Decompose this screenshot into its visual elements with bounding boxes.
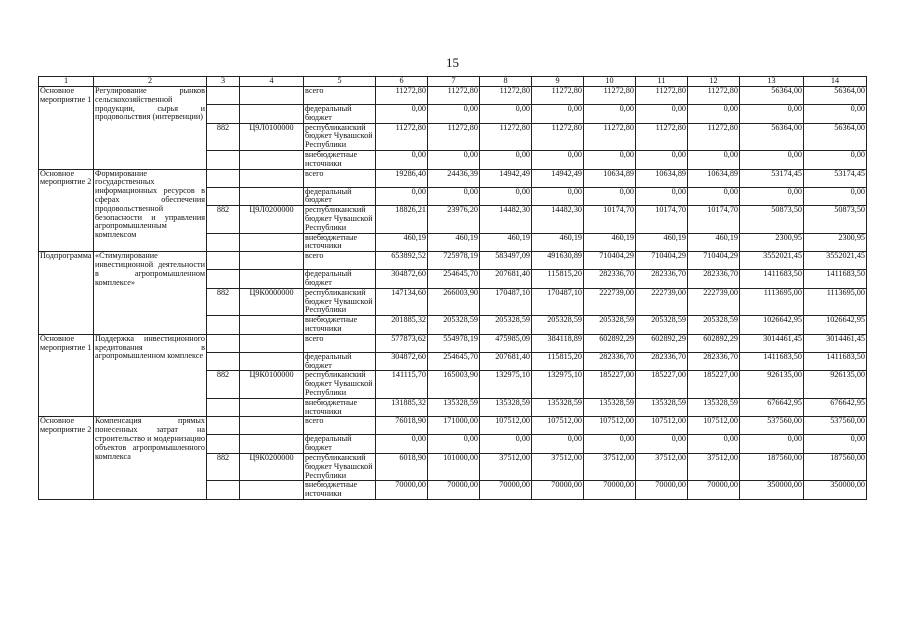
amount-cell: 710404,29 <box>688 252 740 270</box>
amount-cell: 282336,70 <box>636 270 688 289</box>
amount-cell: 170487,10 <box>532 288 584 315</box>
amount-cell: 135328,59 <box>532 398 584 417</box>
amount-cell: 583497,09 <box>480 252 532 270</box>
column-number-row <box>39 77 867 87</box>
csr-code <box>240 252 304 270</box>
amount-cell: 50873,50 <box>804 206 867 233</box>
funding-source: всего <box>304 252 376 270</box>
amount-cell: 0,00 <box>480 435 532 454</box>
amount-cell: 170487,10 <box>480 288 532 315</box>
amount-cell: 107512,00 <box>532 417 584 435</box>
grbs-code: 882 <box>207 123 240 150</box>
amount-cell: 0,00 <box>740 150 804 169</box>
funding-source: республиканский бюджет Чувашской Республики <box>304 123 376 150</box>
amount-cell: 222739,00 <box>584 288 636 315</box>
amount-cell: 165003,90 <box>428 371 480 398</box>
page-number: 15 <box>446 55 459 70</box>
amount-cell: 6018,90 <box>376 453 428 480</box>
amount-cell: 254645,70 <box>428 270 480 289</box>
amount-cell: 3014461,45 <box>740 334 804 352</box>
column-number: 7 <box>428 77 480 87</box>
amount-cell: 554978,19 <box>428 334 480 352</box>
amount-cell: 282336,70 <box>636 352 688 371</box>
amount-cell: 0,00 <box>636 105 688 124</box>
amount-cell: 0,00 <box>584 105 636 124</box>
amount-cell: 37512,00 <box>532 453 584 480</box>
grbs-code <box>207 398 240 417</box>
csr-code <box>240 417 304 435</box>
amount-cell: 0,00 <box>376 187 428 206</box>
funding-source: внебюджетные источники <box>304 481 376 500</box>
grbs-code <box>207 252 240 270</box>
amount-cell: 0,00 <box>740 105 804 124</box>
funding-source: федеральный бюджет <box>304 187 376 206</box>
measure-name: Компенсация прямых понесенных затрат на строительство и модернизацию объектов агропромышленного комплекса <box>94 417 207 500</box>
amount-cell: 2300,95 <box>804 233 867 252</box>
amount-cell: 282336,70 <box>584 352 636 371</box>
grbs-code <box>207 316 240 335</box>
amount-cell: 1411683,50 <box>804 270 867 289</box>
amount-cell: 3014461,45 <box>804 334 867 352</box>
amount-cell: 107512,00 <box>688 417 740 435</box>
csr-code <box>240 150 304 169</box>
amount-cell: 70000,00 <box>584 481 636 500</box>
amount-cell: 0,00 <box>428 187 480 206</box>
csr-code: Ц9Л0200000 <box>240 206 304 233</box>
amount-cell: 10634,89 <box>584 169 636 187</box>
grbs-code <box>207 150 240 169</box>
column-number: 6 <box>376 77 428 87</box>
amount-cell: 1411683,50 <box>804 352 867 371</box>
amount-cell: 254645,70 <box>428 352 480 371</box>
grbs-code: 882 <box>207 371 240 398</box>
amount-cell: 460,19 <box>376 233 428 252</box>
column-number: 10 <box>584 77 636 87</box>
amount-cell: 10174,70 <box>636 206 688 233</box>
amount-cell: 460,19 <box>480 233 532 252</box>
amount-cell: 11272,80 <box>428 123 480 150</box>
csr-code <box>240 398 304 417</box>
amount-cell: 207681,40 <box>480 352 532 371</box>
amount-cell: 577873,62 <box>376 334 428 352</box>
amount-cell: 135328,59 <box>584 398 636 417</box>
funding-source: внебюджетные источники <box>304 233 376 252</box>
amount-cell: 602892,29 <box>688 334 740 352</box>
amount-cell: 676642,95 <box>804 398 867 417</box>
table-row <box>39 417 867 435</box>
csr-code <box>240 270 304 289</box>
column-number: 11 <box>636 77 688 87</box>
amount-cell: 205328,59 <box>636 316 688 335</box>
amount-cell: 1411683,50 <box>740 352 804 371</box>
grbs-code <box>207 435 240 454</box>
amount-cell: 14482,30 <box>480 206 532 233</box>
amount-cell: 0,00 <box>636 435 688 454</box>
amount-cell: 0,00 <box>804 435 867 454</box>
amount-cell: 11272,80 <box>584 87 636 105</box>
amount-cell: 0,00 <box>688 105 740 124</box>
amount-cell: 132975,10 <box>480 371 532 398</box>
amount-cell: 491630,89 <box>532 252 584 270</box>
amount-cell: 107512,00 <box>636 417 688 435</box>
csr-code <box>240 187 304 206</box>
csr-code <box>240 435 304 454</box>
amount-cell: 602892,29 <box>636 334 688 352</box>
grbs-code <box>207 334 240 352</box>
amount-cell: 23976,20 <box>428 206 480 233</box>
amount-cell: 475985,09 <box>480 334 532 352</box>
amount-cell: 50873,50 <box>740 206 804 233</box>
amount-cell: 11272,80 <box>688 123 740 150</box>
amount-cell: 460,19 <box>532 233 584 252</box>
amount-cell: 1026642,95 <box>804 316 867 335</box>
funding-source: всего <box>304 87 376 105</box>
amount-cell: 460,19 <box>688 233 740 252</box>
amount-cell: 3552021,45 <box>740 252 804 270</box>
amount-cell: 0,00 <box>428 105 480 124</box>
amount-cell: 602892,29 <box>584 334 636 352</box>
funding-source: федеральный бюджет <box>304 352 376 371</box>
measure-name: Поддержка инвестиционного кредитования в агропромышленном комплексе <box>94 334 207 417</box>
amount-cell: 11272,80 <box>532 87 584 105</box>
grbs-code <box>207 169 240 187</box>
amount-cell: 24436,39 <box>428 169 480 187</box>
amount-cell: 3552021,45 <box>804 252 867 270</box>
amount-cell: 1026642,95 <box>740 316 804 335</box>
csr-code: Ц9К0100000 <box>240 371 304 398</box>
amount-cell: 0,00 <box>532 105 584 124</box>
amount-cell: 115815,20 <box>532 270 584 289</box>
amount-cell: 0,00 <box>740 435 804 454</box>
csr-code <box>240 352 304 371</box>
amount-cell: 460,19 <box>636 233 688 252</box>
amount-cell: 222739,00 <box>688 288 740 315</box>
measure-type: Подпрограмма <box>39 252 94 335</box>
funding-source: всего <box>304 334 376 352</box>
csr-code <box>240 87 304 105</box>
csr-code <box>240 316 304 335</box>
grbs-code <box>207 352 240 371</box>
amount-cell: 115815,20 <box>532 352 584 371</box>
amount-cell: 11272,80 <box>636 123 688 150</box>
csr-code: Ц9К0000000 <box>240 288 304 315</box>
funding-source: республиканский бюджет Чувашской Республики <box>304 371 376 398</box>
amount-cell: 0,00 <box>376 150 428 169</box>
amount-cell: 53174,45 <box>804 169 867 187</box>
amount-cell: 0,00 <box>636 150 688 169</box>
amount-cell: 0,00 <box>428 150 480 169</box>
amount-cell: 101000,00 <box>428 453 480 480</box>
amount-cell: 53174,45 <box>740 169 804 187</box>
amount-cell: 350000,00 <box>804 481 867 500</box>
amount-cell: 205328,59 <box>480 316 532 335</box>
grbs-code <box>207 233 240 252</box>
measure-name: «Стимулирование инвестиционной деятельности в агропромышленном комплексе» <box>94 252 207 335</box>
amount-cell: 70000,00 <box>428 481 480 500</box>
grbs-code <box>207 417 240 435</box>
amount-cell: 19286,40 <box>376 169 428 187</box>
amount-cell: 185227,00 <box>584 371 636 398</box>
amount-cell: 0,00 <box>688 435 740 454</box>
amount-cell: 11272,80 <box>532 123 584 150</box>
amount-cell: 10174,70 <box>688 206 740 233</box>
measure-name: Регулирование рынков сельскохозяйственной продукции, сырья и продовольствия (интервенции) <box>94 87 207 170</box>
amount-cell: 187560,00 <box>740 453 804 480</box>
funding-source: федеральный бюджет <box>304 435 376 454</box>
funding-source: республиканский бюджет Чувашской Республики <box>304 206 376 233</box>
csr-code: Ц9К0200000 <box>240 453 304 480</box>
amount-cell: 926135,00 <box>804 371 867 398</box>
amount-cell: 676642,95 <box>740 398 804 417</box>
amount-cell: 135328,59 <box>636 398 688 417</box>
amount-cell: 11272,80 <box>636 87 688 105</box>
amount-cell: 11272,80 <box>480 123 532 150</box>
amount-cell: 710404,29 <box>584 252 636 270</box>
grbs-code <box>207 270 240 289</box>
amount-cell: 207681,40 <box>480 270 532 289</box>
amount-cell: 0,00 <box>480 187 532 206</box>
csr-code <box>240 334 304 352</box>
measure-type: Основное мероприятие 2 <box>39 169 94 252</box>
amount-cell: 37512,00 <box>636 453 688 480</box>
amount-cell: 537560,00 <box>804 417 867 435</box>
column-number: 4 <box>240 77 304 87</box>
funding-source: республиканский бюджет Чувашской Республики <box>304 453 376 480</box>
amount-cell: 14942,49 <box>480 169 532 187</box>
amount-cell: 537560,00 <box>740 417 804 435</box>
amount-cell: 10174,70 <box>584 206 636 233</box>
amount-cell: 653892,52 <box>376 252 428 270</box>
amount-cell: 131885,32 <box>376 398 428 417</box>
table-row <box>39 87 867 105</box>
funding-source: всего <box>304 417 376 435</box>
amount-cell: 56364,00 <box>740 123 804 150</box>
amount-cell: 0,00 <box>688 187 740 206</box>
amount-cell: 14482,30 <box>532 206 584 233</box>
grbs-code <box>207 481 240 500</box>
amount-cell: 18826,21 <box>376 206 428 233</box>
column-number: 8 <box>480 77 532 87</box>
csr-code <box>240 481 304 500</box>
column-number: 2 <box>94 77 207 87</box>
amount-cell: 11272,80 <box>584 123 636 150</box>
amount-cell: 11272,80 <box>480 87 532 105</box>
amount-cell: 11272,80 <box>428 87 480 105</box>
amount-cell: 70000,00 <box>532 481 584 500</box>
amount-cell: 56364,00 <box>804 87 867 105</box>
column-number: 3 <box>207 77 240 87</box>
amount-cell: 205328,59 <box>428 316 480 335</box>
amount-cell: 350000,00 <box>740 481 804 500</box>
amount-cell: 70000,00 <box>688 481 740 500</box>
csr-code <box>240 105 304 124</box>
amount-cell: 70000,00 <box>480 481 532 500</box>
funding-source: внебюджетные источники <box>304 150 376 169</box>
grbs-code <box>207 187 240 206</box>
amount-cell: 222739,00 <box>636 288 688 315</box>
amount-cell: 0,00 <box>584 435 636 454</box>
amount-cell: 0,00 <box>428 435 480 454</box>
amount-cell: 0,00 <box>480 105 532 124</box>
csr-code <box>240 233 304 252</box>
amount-cell: 10634,89 <box>688 169 740 187</box>
amount-cell: 14942,49 <box>532 169 584 187</box>
funding-source: всего <box>304 169 376 187</box>
grbs-code: 882 <box>207 453 240 480</box>
column-number: 12 <box>688 77 740 87</box>
column-number: 13 <box>740 77 804 87</box>
csr-code: Ц9Л0100000 <box>240 123 304 150</box>
amount-cell: 135328,59 <box>688 398 740 417</box>
amount-cell: 205328,59 <box>584 316 636 335</box>
amount-cell: 37512,00 <box>584 453 636 480</box>
amount-cell: 304872,60 <box>376 352 428 371</box>
amount-cell: 0,00 <box>480 150 532 169</box>
table-row <box>39 252 867 270</box>
amount-cell: 10634,89 <box>636 169 688 187</box>
funding-source: федеральный бюджет <box>304 105 376 124</box>
grbs-code: 882 <box>207 288 240 315</box>
amount-cell: 0,00 <box>584 187 636 206</box>
amount-cell: 1411683,50 <box>740 270 804 289</box>
amount-cell: 56364,00 <box>804 123 867 150</box>
budget-table <box>38 76 867 500</box>
grbs-code <box>207 105 240 124</box>
amount-cell: 266003,90 <box>428 288 480 315</box>
amount-cell: 0,00 <box>376 105 428 124</box>
amount-cell: 710404,29 <box>636 252 688 270</box>
column-number: 5 <box>304 77 376 87</box>
funding-source: федеральный бюджет <box>304 270 376 289</box>
funding-source: внебюджетные источники <box>304 316 376 335</box>
column-number: 1 <box>39 77 94 87</box>
amount-cell: 11272,80 <box>376 87 428 105</box>
funding-source: республиканский бюджет Чувашской Республики <box>304 288 376 315</box>
grbs-code <box>207 87 240 105</box>
table-row <box>39 334 867 352</box>
amount-cell: 135328,59 <box>480 398 532 417</box>
amount-cell: 926135,00 <box>740 371 804 398</box>
amount-cell: 282336,70 <box>688 270 740 289</box>
amount-cell: 187560,00 <box>804 453 867 480</box>
amount-cell: 0,00 <box>636 187 688 206</box>
funding-source: внебюджетные источники <box>304 398 376 417</box>
measure-type: Основное мероприятие 2 <box>39 417 94 500</box>
column-number: 14 <box>804 77 867 87</box>
amount-cell: 1113695,00 <box>740 288 804 315</box>
amount-cell: 282336,70 <box>584 270 636 289</box>
amount-cell: 11272,80 <box>688 87 740 105</box>
amount-cell: 70000,00 <box>636 481 688 500</box>
amount-cell: 0,00 <box>804 187 867 206</box>
amount-cell: 0,00 <box>584 150 636 169</box>
grbs-code: 882 <box>207 206 240 233</box>
amount-cell: 171000,00 <box>428 417 480 435</box>
amount-cell: 205328,59 <box>532 316 584 335</box>
amount-cell: 201885,32 <box>376 316 428 335</box>
table-row <box>39 169 867 187</box>
measure-type: Основное мероприятие 1 <box>39 87 94 170</box>
amount-cell: 1113695,00 <box>804 288 867 315</box>
amount-cell: 384118,89 <box>532 334 584 352</box>
column-number: 9 <box>532 77 584 87</box>
amount-cell: 0,00 <box>740 187 804 206</box>
amount-cell: 282336,70 <box>688 352 740 371</box>
amount-cell: 2300,95 <box>740 233 804 252</box>
amount-cell: 460,19 <box>584 233 636 252</box>
amount-cell: 725978,19 <box>428 252 480 270</box>
amount-cell: 0,00 <box>688 150 740 169</box>
amount-cell: 0,00 <box>804 105 867 124</box>
amount-cell: 56364,00 <box>740 87 804 105</box>
amount-cell: 70000,00 <box>376 481 428 500</box>
amount-cell: 147134,60 <box>376 288 428 315</box>
amount-cell: 11272,80 <box>376 123 428 150</box>
amount-cell: 107512,00 <box>480 417 532 435</box>
csr-code <box>240 169 304 187</box>
amount-cell: 0,00 <box>532 435 584 454</box>
amount-cell: 185227,00 <box>688 371 740 398</box>
amount-cell: 107512,00 <box>584 417 636 435</box>
amount-cell: 0,00 <box>532 187 584 206</box>
amount-cell: 185227,00 <box>636 371 688 398</box>
amount-cell: 141115,70 <box>376 371 428 398</box>
amount-cell: 37512,00 <box>480 453 532 480</box>
amount-cell: 0,00 <box>532 150 584 169</box>
amount-cell: 460,19 <box>428 233 480 252</box>
amount-cell: 0,00 <box>376 435 428 454</box>
amount-cell: 135328,59 <box>428 398 480 417</box>
amount-cell: 37512,00 <box>688 453 740 480</box>
measure-type: Основное мероприятие 1 <box>39 334 94 417</box>
amount-cell: 0,00 <box>804 150 867 169</box>
amount-cell: 76018,90 <box>376 417 428 435</box>
measure-name: Формирование государственных информационных ресурсов в сферах обеспечения продовольственной безопасности и управления агропромышленным комплексом <box>94 169 207 252</box>
amount-cell: 205328,59 <box>688 316 740 335</box>
amount-cell: 132975,10 <box>532 371 584 398</box>
amount-cell: 304872,60 <box>376 270 428 289</box>
